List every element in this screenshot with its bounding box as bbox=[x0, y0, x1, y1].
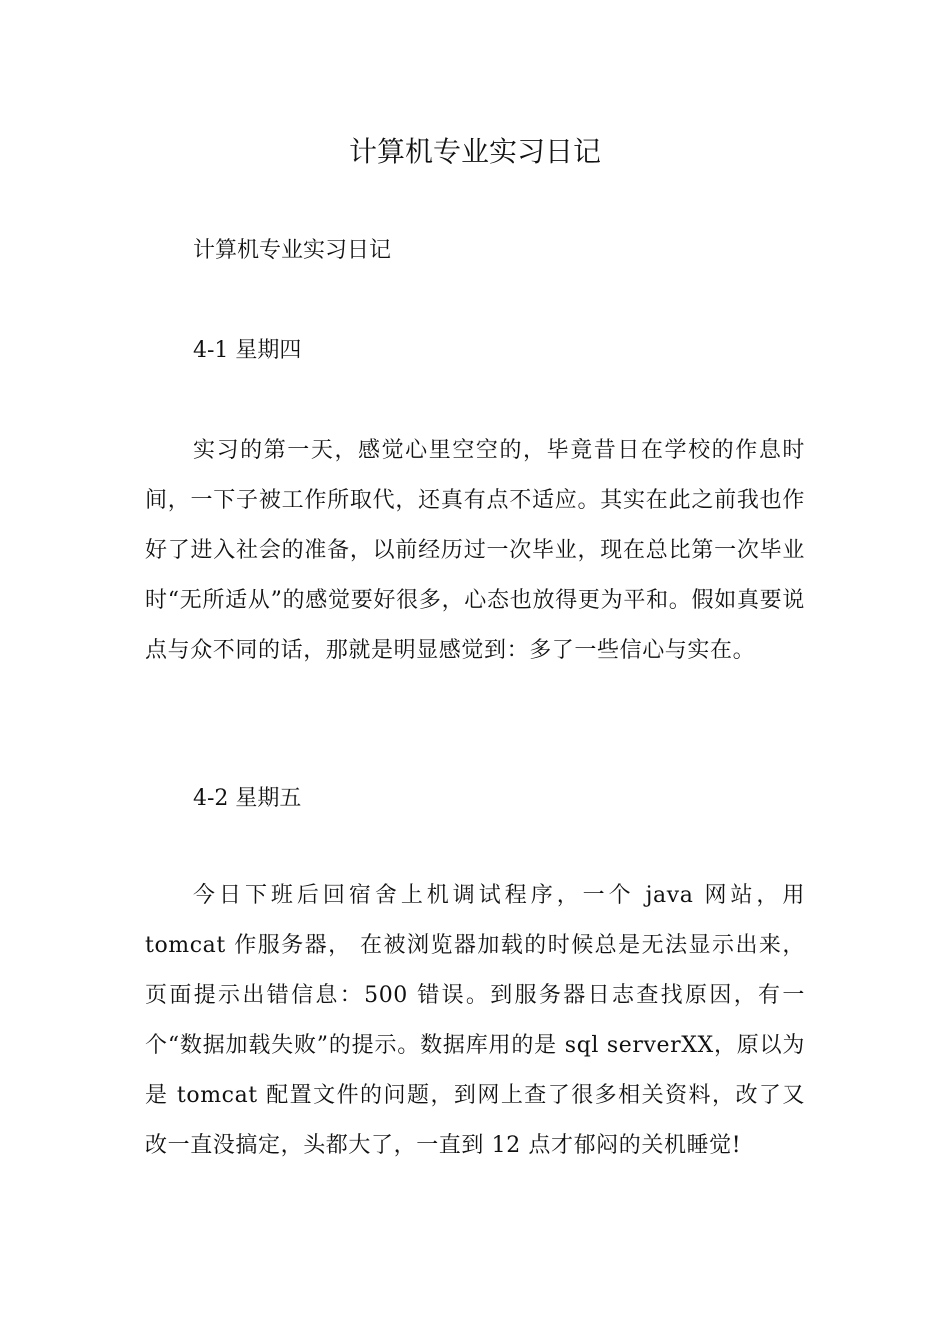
entry-date: 4-1 星期四 bbox=[193, 338, 302, 363]
document-title: 计算机专业实习日记 bbox=[348, 135, 601, 168]
entry-text: 今日下班后回宿舍上机调试程序，一个 java 网站，用 tomcat 作服务器， 在被浏览器加载的时候总是无法显示出来，页面提示出错信息：500 错误。到服务器日志查找原因，有一个“数据加载失败”的提示。数据库用的是 sql serverXX，原以为是 tomcat 配置文件的问题，到网上查了很多相关资料，改了又改一直没搞定，头都大了，一直到 12 点才郁闷的关机睡觉! bbox=[145, 883, 805, 1158]
entry-text: 实习的第一天，感觉心里空空的，毕竟昔日在学校的作息时间，一下子被工作所取代，还真有点不适应。其实在此之前我也作好了进入社会的准备，以前经历过一次毕业，现在总比第一次毕业时“无所适从”的感觉要好很多，心态也放得更为平和。假如真要说点与众不同的话，那就是明显感觉到：多了一些信心与实在。 bbox=[145, 438, 805, 663]
entry-date: 4-2 星期五 bbox=[193, 786, 302, 811]
document-subtitle: 计算机专业实习日记 bbox=[193, 238, 392, 263]
